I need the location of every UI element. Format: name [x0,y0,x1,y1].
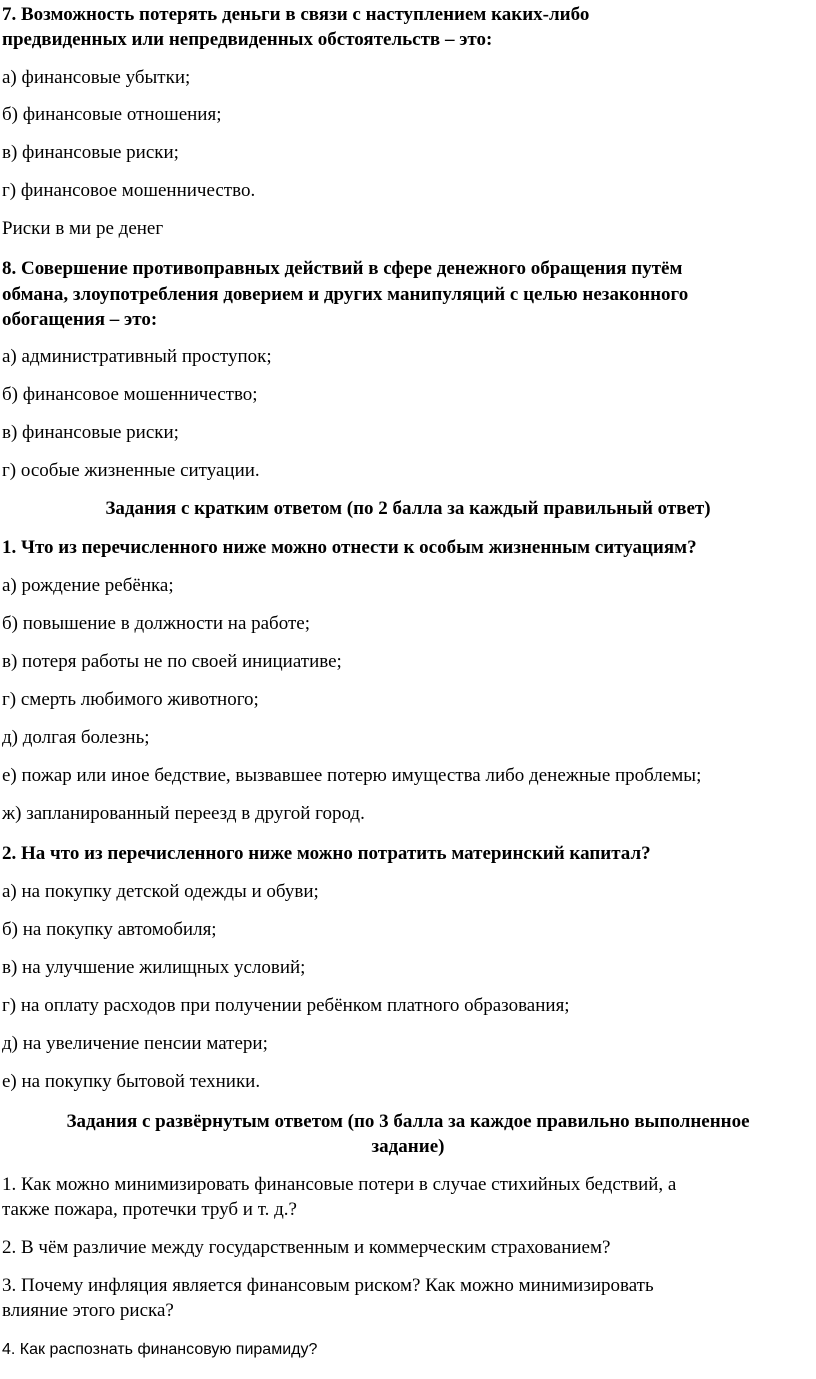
short-q2-option-f: е) на покупку бытовой техники. [2,1071,261,1092]
extended-q3-line1: 3. Почему инфляция является финансовым риском? Как можно минимизировать [2,1275,654,1296]
short-q1-option-e: д) долгая болезнь; [2,727,150,748]
extended-q4: 4. Как распознать финансовую пирамиду? [2,1341,318,1358]
q8-option-a: а) административный проступок; [2,346,272,367]
q8-option-c: в) финансовые риски; [2,422,179,443]
short-q1-option-c: в) потеря работы не по своей инициативе; [2,651,342,672]
q7-note: Риски в ми ре денег [2,218,164,239]
extended-q3-line2: влияние этого риска? [2,1300,174,1321]
short-q1-option-b: б) повышение в должности на работе; [2,613,310,634]
extended-section-heading-line2: задание) [371,1136,445,1157]
extended-q1-line2: также пожара, протечки труб и т. д.? [2,1199,297,1220]
q8-title-line2: обмана, злоупотребления доверием и других манипуляций с целью незаконного [2,284,689,305]
q7-title-line1: 7. Возможность потерять деньги в связи с наступлением каких-либо [2,4,590,25]
short-q1-option-a: а) рождение ребёнка; [2,575,174,596]
q7-title-line2: предвиденных или непредвиденных обстоятельств – это: [2,29,493,50]
short-q1-title: 1. Что из перечисленного ниже можно отнести к особым жизненным ситуациям? [2,537,697,558]
short-q1-option-d: г) смерть любимого животного; [2,689,259,710]
q7-option-b: б) финансовые отношения; [2,104,222,125]
short-section-heading: Задания с кратким ответом (по 2 балла за каждый правильный ответ) [105,498,711,519]
q7-option-c: в) финансовые риски; [2,142,179,163]
extended-q2: 2. В чём различие между государственным и коммерческим страхованием? [2,1237,611,1258]
extended-section-heading-line1: Задания с развёрнутым ответом (по 3 балла за каждое правильно выполненное [66,1111,750,1132]
short-q1-option-g: ж) запланированный переезд в другой город. [2,803,365,824]
short-q2-option-c: в) на улучшение жилищных условий; [2,957,306,978]
q7-option-d: г) финансовое мошенничество. [2,180,256,201]
q7-option-a: а) финансовые убытки; [2,67,191,88]
q8-title-line3: обогащения – это: [2,309,158,330]
short-q2-option-e: д) на увеличение пенсии матери; [2,1033,268,1054]
short-q2-option-a: а) на покупку детской одежды и обуви; [2,881,319,902]
short-q2-title: 2. На что из перечисленного ниже можно потратить материнский капитал? [2,843,651,864]
q8-title-line1: 8. Совершение противоправных действий в сфере денежного обращения путём [2,258,683,279]
short-q1-option-f: е) пожар или иное бедствие, вызвавшее потерю имущества либо денежные проблемы; [2,765,702,786]
short-q2-option-b: б) на покупку автомобиля; [2,919,217,940]
q8-option-b: б) финансовое мошенничество; [2,384,258,405]
q8-option-d: г) особые жизненные ситуации. [2,460,260,481]
extended-q1-line1: 1. Как можно минимизировать финансовые потери в случае стихийных бедствий, а [2,1174,677,1195]
short-q2-option-d: г) на оплату расходов при получении ребёнком платного образования; [2,995,570,1016]
